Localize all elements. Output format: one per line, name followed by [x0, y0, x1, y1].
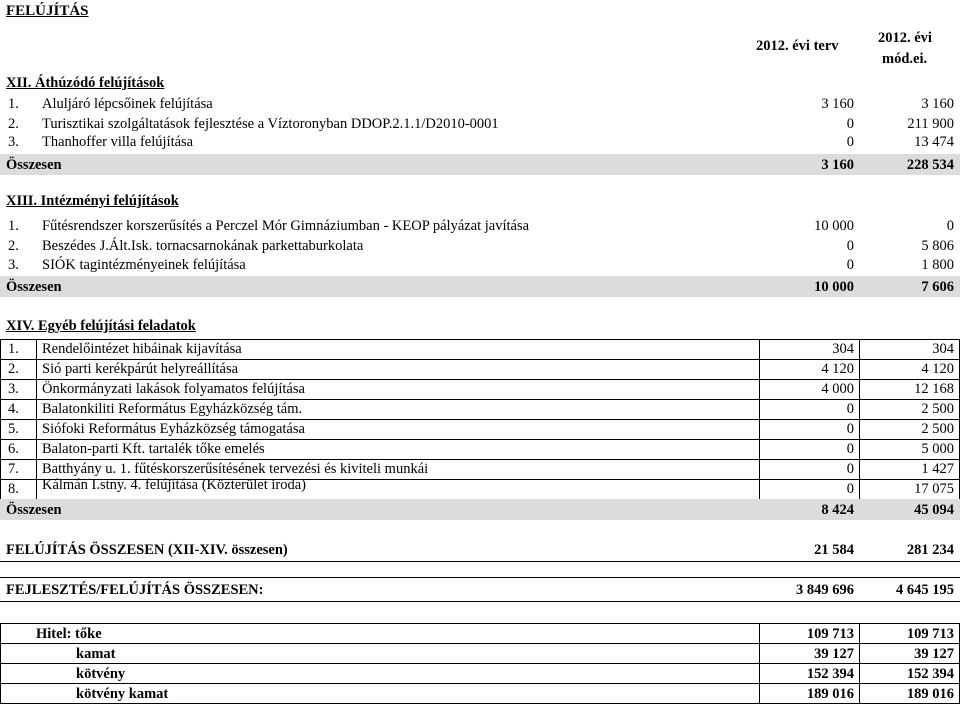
- row-label: Balatonkiliti Református Egyházközség tám.: [42, 401, 303, 417]
- row-mod-value: 5 806: [921, 238, 954, 254]
- table-row: [0, 236, 960, 256]
- header-mod-line2: mód.ei.: [882, 51, 928, 67]
- loan-mod: 152 394: [906, 666, 954, 682]
- row-label: Rendelőintézet hibáinak kijavítása: [42, 341, 242, 357]
- loan-row: [0, 644, 960, 664]
- table-row: [0, 132, 960, 152]
- row-mod-value: 0: [946, 218, 954, 234]
- row-plan-value: 10 000: [814, 218, 854, 234]
- total-plan-value: 10 000: [814, 279, 854, 295]
- total-label: Összesen: [6, 157, 62, 173]
- loan-mod: 109 713: [906, 626, 954, 642]
- grand-total-label: FELÚJÍTÁS ÖSSZESEN (XII-XIV. összesen): [6, 542, 288, 558]
- row-plan-value: 0: [846, 401, 854, 417]
- row-number: 3.: [8, 257, 19, 273]
- loan-plan: 189 016: [806, 686, 854, 702]
- row-number: 3.: [8, 134, 19, 150]
- loan-label: kötvény: [76, 666, 126, 682]
- section-total-row: [0, 277, 960, 297]
- table-row: [0, 114, 960, 134]
- row-number: 2.: [8, 361, 19, 377]
- dev-total-label: FEJLESZTÉS/FELÚJÍTÁS ÖSSZESEN:: [6, 582, 264, 598]
- loan-label: kötvény kamat: [76, 686, 169, 702]
- grand-total-plan: 21 584: [814, 542, 854, 558]
- row-mod-value: 2 500: [921, 421, 954, 437]
- row-label: Balaton-parti Kft. tartalék tőke emelés: [42, 441, 265, 457]
- row-number: 2.: [8, 238, 19, 254]
- row-number: 4.: [8, 401, 19, 417]
- row-mod-value: 304: [932, 341, 954, 357]
- row-label: Thanhoffer villa felújítása: [42, 134, 194, 150]
- row-number: 1.: [8, 218, 19, 234]
- section-heading-xiv: XIV. Egyéb felújítási feladatok: [6, 318, 196, 334]
- dev-total-mod: 4 645 195: [896, 582, 954, 598]
- table-row: [0, 479, 960, 499]
- row-label: Kálmán I.stny. 4. felújítása (Közterület iroda): [42, 477, 306, 493]
- row-number: 1.: [8, 341, 19, 357]
- row-number: 2.: [8, 116, 19, 132]
- row-mod-value: 5 000: [921, 441, 954, 457]
- table-row: [0, 419, 960, 439]
- section-total-row: [0, 500, 960, 520]
- loan-row: [0, 684, 960, 704]
- loan-plan: 39 127: [814, 646, 854, 662]
- total-plan-value: 3 160: [821, 157, 854, 173]
- row-label: Turisztikai szolgáltatások fejlesztése a Víztoronyban DDOP.2.1.1/D2010-0001: [42, 116, 499, 132]
- section-heading-xiii: XIII. Intézményi felújítások: [6, 193, 179, 209]
- table-row: [0, 339, 960, 359]
- row-label: SIÓK tagintézményeinek felújítása: [42, 257, 246, 273]
- row-plan-value: 0: [846, 481, 854, 497]
- row-number: 6.: [8, 441, 19, 457]
- row-mod-value: 1 800: [921, 257, 954, 273]
- grand-total-mod: 281 234: [906, 542, 954, 558]
- row-plan-value: 0: [846, 116, 854, 132]
- row-number: 5.: [8, 421, 19, 437]
- row-label: Önkormányzati lakások folyamatos felújítása: [42, 381, 305, 397]
- row-number: 7.: [8, 461, 19, 477]
- row-number: 3.: [8, 381, 19, 397]
- loan-row: [0, 624, 960, 644]
- row-mod-value: 4 120: [921, 361, 954, 377]
- dev-total-plan: 3 849 696: [796, 582, 854, 598]
- header-plan: 2012. évi terv: [756, 38, 839, 54]
- table-row: [0, 359, 960, 379]
- row-plan-value: 3 160: [821, 96, 854, 112]
- row-plan-value: 0: [846, 421, 854, 437]
- row-mod-value: 1 427: [921, 461, 954, 477]
- row-plan-value: 0: [846, 461, 854, 477]
- row-mod-value: 17 075: [914, 481, 954, 497]
- row-plan-value: 0: [846, 134, 854, 150]
- section-total-row: [0, 155, 960, 175]
- row-plan-value: 4 000: [821, 381, 854, 397]
- row-mod-value: 211 900: [907, 116, 954, 132]
- total-mod-value: 228 534: [906, 157, 954, 173]
- total-label: Összesen: [6, 279, 62, 295]
- table-row: [0, 216, 960, 236]
- table-row: [0, 255, 960, 275]
- row-label: Sió parti kerékpárút helyreállítása: [42, 361, 239, 377]
- row-plan-value: 304: [832, 341, 854, 357]
- dev-total-row: [0, 580, 960, 600]
- row-plan-value: 0: [846, 238, 854, 254]
- row-label: Siófoki Református Eyházközség támogatása: [42, 421, 305, 437]
- section-heading-xii: XII. Áthúzódó felújítások: [6, 75, 165, 91]
- row-plan-value: 4 120: [821, 361, 854, 377]
- row-mod-value: 3 160: [921, 96, 954, 112]
- loan-label: Hitel: tőke: [36, 626, 102, 642]
- loan-row: [0, 664, 960, 684]
- table-row: [0, 399, 960, 419]
- page-title: FELÚJÍTÁS: [6, 3, 89, 19]
- row-mod-value: 13 474: [914, 134, 954, 150]
- grand-total-row: [0, 540, 960, 560]
- total-label: Összesen: [6, 502, 62, 518]
- grand-total-underline: [0, 561, 960, 562]
- row-label: Fűtésrendszer korszerűsítés a Perczel Mór Gimnáziumban - KEOP pályázat javítása: [42, 218, 530, 234]
- total-mod-value: 7 606: [921, 279, 954, 295]
- loan-label: kamat: [76, 646, 116, 662]
- loan-mod: 39 127: [914, 646, 954, 662]
- total-plan-value: 8 424: [821, 502, 854, 518]
- row-mod-value: 2 500: [921, 401, 954, 417]
- table-row: [0, 94, 960, 114]
- row-label: Aluljáró lépcsőinek felújítása: [42, 96, 213, 112]
- table-row: [0, 439, 960, 459]
- row-mod-value: 12 168: [914, 381, 954, 397]
- loan-mod: 189 016: [906, 686, 954, 702]
- row-label: Beszédes J.Ált.Isk. tornacsarnokának parkettaburkolata: [42, 238, 364, 254]
- row-number: 8.: [8, 481, 19, 497]
- loan-plan: 109 713: [806, 626, 854, 642]
- row-plan-value: 0: [846, 441, 854, 457]
- total-mod-value: 45 094: [914, 502, 954, 518]
- header-mod-line1: 2012. évi: [878, 30, 932, 46]
- row-number: 1.: [8, 96, 19, 112]
- table-row: [0, 379, 960, 399]
- row-label: Batthyány u. 1. fűtéskorszerűsítésének tervezési és kiviteli munkái: [42, 461, 429, 477]
- row-plan-value: 0: [846, 257, 854, 273]
- loan-plan: 152 394: [806, 666, 854, 682]
